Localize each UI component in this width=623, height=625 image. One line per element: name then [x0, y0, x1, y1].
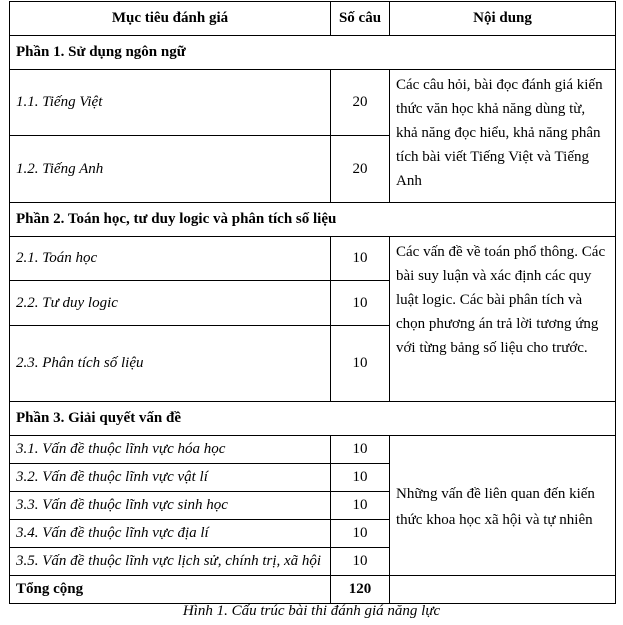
section-title: Phần 3. Giải quyết vấn đề — [10, 402, 616, 436]
row-label: 1.1. Tiếng Việt — [10, 70, 331, 136]
row-count: 10 — [331, 548, 390, 576]
section-title: Phần 2. Toán học, tư duy logic và phân tích số liệu — [10, 203, 616, 237]
section-content: Những vấn đề liên quan đến kiến thức khoa học xã hội và tự nhiên — [390, 436, 616, 576]
section-content: Các vấn đề về toán phổ thông. Các bài suy luận và xác định các quy luật logic. Các bài phân tích và chọn phương án trả lời tương ứng với từng bảng số liệu cho trước. — [390, 237, 616, 402]
section-row-2 — [10, 203, 616, 237]
row-label: 3.4. Vấn đề thuộc lĩnh vực địa lí — [10, 520, 331, 548]
row-label: 3.2. Vấn đề thuộc lĩnh vực vật lí — [10, 464, 331, 492]
row-count: 10 — [331, 237, 390, 281]
row-label: 3.5. Vấn đề thuộc lĩnh vực lịch sử, chính trị, xã hội — [10, 548, 331, 576]
row-count: 10 — [331, 520, 390, 548]
row-count: 10 — [331, 436, 390, 464]
row-label: 2.2. Tư duy logic — [10, 281, 331, 326]
row-label: 2.3. Phân tích số liệu — [10, 326, 331, 402]
section-content: Các câu hỏi, bài đọc đánh giá kiến thức văn học khả năng dùng từ, khả năng đọc hiểu, khả năng phân tích bài viết Tiếng Việt và Tiếng Anh — [390, 70, 616, 203]
total-empty-cell — [390, 576, 616, 604]
table-row — [10, 70, 616, 136]
row-count: 10 — [331, 464, 390, 492]
section-title: Phần 1. Sử dụng ngôn ngữ — [10, 36, 616, 70]
table-row — [10, 237, 616, 281]
row-count: 10 — [331, 281, 390, 326]
total-count: 120 — [331, 576, 390, 604]
row-label: 3.3. Vấn đề thuộc lĩnh vực sinh học — [10, 492, 331, 520]
total-label: Tổng cộng — [10, 576, 331, 604]
section-row-1 — [10, 36, 616, 70]
row-label: 3.1. Vấn đề thuộc lĩnh vực hóa học — [10, 436, 331, 464]
figure-caption: Hình 1. Cấu trúc bài thi đánh giá năng lực — [182, 603, 441, 619]
header-objective: Mục tiêu đánh giá — [10, 2, 331, 36]
section-row-3 — [10, 402, 616, 436]
row-count: 10 — [331, 492, 390, 520]
exam-structure-table — [9, 1, 616, 604]
table-row — [10, 436, 616, 464]
row-count: 20 — [331, 136, 390, 203]
header-count: Số câu — [331, 2, 390, 36]
row-label: 2.1. Toán học — [10, 237, 331, 281]
header-content: Nội dung — [390, 2, 616, 36]
total-row — [10, 576, 616, 604]
row-count: 10 — [331, 326, 390, 402]
row-label: 1.2. Tiếng Anh — [10, 136, 331, 203]
header-row — [10, 2, 616, 36]
row-count: 20 — [331, 70, 390, 136]
